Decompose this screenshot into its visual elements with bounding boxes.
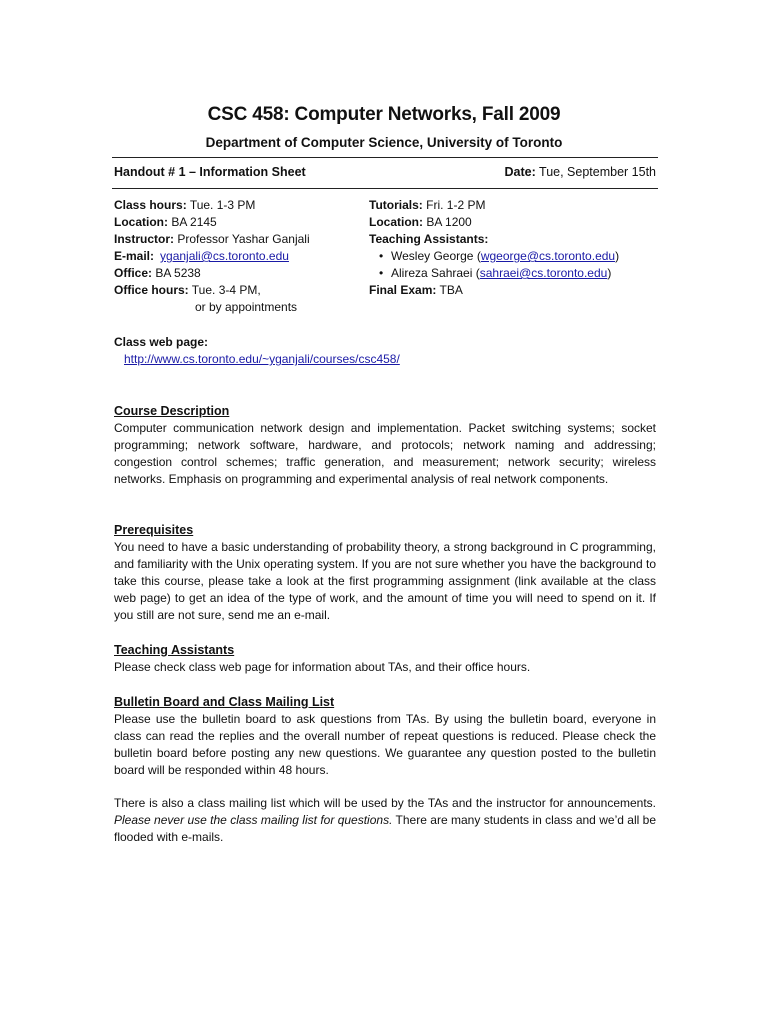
section-teaching-assistants <box>114 641 656 676</box>
bullet-icon: • <box>379 249 384 263</box>
location-value: BA 2145 <box>171 215 217 229</box>
ta-name: Wesley George <box>391 249 474 263</box>
office-hours-label: Office hours: <box>114 283 189 297</box>
class-web-page-link[interactable]: http://www.cs.toronto.edu/~yganjali/courses/csc458/ <box>124 352 400 366</box>
office-hours-line <box>114 282 364 299</box>
ta-email-link[interactable]: wgeorge@cs.toronto.edu <box>480 249 616 263</box>
handout-row <box>114 165 656 179</box>
info-right-column <box>369 197 659 299</box>
tutorials-value: Fri. 1-2 PM <box>426 198 486 212</box>
section-bulletin-board <box>114 693 656 779</box>
section-body: Please use the bulletin board to ask questions from TAs. By using the bulletin board, everyone in class can read the replies and the overall number of repeat questions is reduced. Please check the bulletin board before posting any new questions. We guarantee any question posted to the bulletin board will be responded within 48 hours. <box>114 712 656 777</box>
mailing-paragraph <box>114 795 656 846</box>
office-label: Office: <box>114 266 153 280</box>
section-mailing-list <box>114 795 656 846</box>
bullet-icon: • <box>379 266 384 280</box>
handout-date <box>505 165 656 179</box>
section-heading: Course Description <box>114 404 230 418</box>
date-value: Tue, September 15th <box>539 165 656 179</box>
tas-label: Teaching Assistants: <box>369 232 489 246</box>
ta-list-item: • Alireza Sahraei (sahraei@cs.toronto.edu) <box>379 266 612 280</box>
instructor-value: Professor Yashar Ganjali <box>177 232 310 246</box>
instructor-label: Instructor: <box>114 232 174 246</box>
instructor-line <box>114 231 364 248</box>
page-title: CSC 458: Computer Networks, Fall 2009 <box>207 104 561 125</box>
web-page-label: Class web page: <box>114 335 209 349</box>
section-prerequisites <box>114 521 656 624</box>
ta-list-item: • Wesley George (wgeorge@cs.toronto.edu) <box>379 249 620 263</box>
tutorials-line <box>369 197 659 214</box>
class-web-page <box>114 334 400 368</box>
tutorial-location-value: BA 1200 <box>426 215 472 229</box>
header-divider-top <box>112 157 658 158</box>
tas-label-line <box>369 231 659 248</box>
ta-email-link[interactable]: sahraei@cs.toronto.edu <box>479 266 608 280</box>
tutorial-location-label: Location: <box>369 215 423 229</box>
mailing-text-start: There is also a class mailing list which will be used by the TAs and the instructor for announcements. <box>114 796 656 810</box>
section-heading: Prerequisites <box>114 523 194 537</box>
mailing-text-italic: Please never use the class mailing list for questions. <box>114 813 393 827</box>
section-body: Please check class web page for information about TAs, and their office hours. <box>114 660 531 674</box>
section-heading: Bulletin Board and Class Mailing List <box>114 695 335 709</box>
tutorials-label: Tutorials: <box>369 198 423 212</box>
page-subtitle: Department of Computer Science, University of Toronto <box>205 135 563 150</box>
final-exam-label: Final Exam: <box>369 283 437 297</box>
section-body: Computer communication network design and implementation. Packet switching systems; socket programming; network software, hardware, and protocols; network naming and addressing; congestion control schemes; traffic generation, and measurement; network security; wireless networks. Emphasis on programming and experimental analysis of real network components. <box>114 421 656 486</box>
info-left-column <box>114 197 364 316</box>
tutorial-location-line <box>369 214 659 231</box>
location-label: Location: <box>114 215 168 229</box>
final-exam-value: TBA <box>439 283 463 297</box>
class-hours-value: Tue. 1-3 PM <box>189 198 256 212</box>
office-hours-extra: or by appointments <box>195 300 298 314</box>
header-divider-bottom <box>112 188 658 189</box>
ta-name: Alireza Sahraei <box>391 266 473 280</box>
instructor-email-link[interactable]: yganjali@cs.toronto.edu <box>160 249 289 263</box>
email-label: E-mail: <box>114 249 155 263</box>
class-hours-line <box>114 197 364 214</box>
date-label: Date: <box>504 165 536 179</box>
office-line <box>114 265 364 282</box>
class-hours-label: Class hours: <box>114 198 187 212</box>
location-line <box>114 214 364 231</box>
office-hours-value: Tue. 3-4 PM, <box>191 283 261 297</box>
section-heading: Teaching Assistants <box>114 643 235 657</box>
section-body: You need to have a basic understanding of probability theory, a strong background in C programming, and familiarity with the Unix operating system. If you are not sure whether you have the background to take this course, please take a look at the first programming assignment (link available at the class web page) to get an idea of the type of work, and the amount of time you will need to spend on it. If you still are not sure, send me an e-mail. <box>114 540 656 622</box>
mailing-text-end: There are many students in class and we’d all be flooded with e-mails. <box>114 813 656 844</box>
section-course-description <box>114 402 656 488</box>
office-value: BA 5238 <box>155 266 201 280</box>
handout-label: Handout # 1 – Information Sheet <box>114 165 306 179</box>
email-line <box>114 248 364 265</box>
final-exam-line <box>369 282 659 299</box>
